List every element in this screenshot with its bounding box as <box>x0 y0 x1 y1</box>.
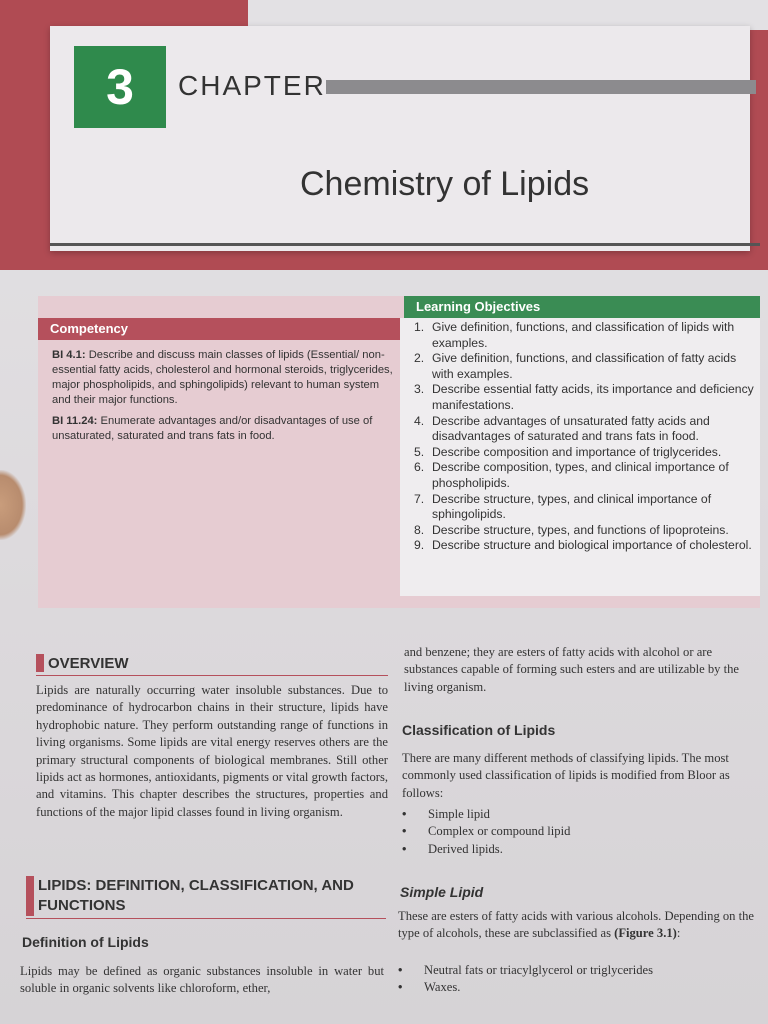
competency-body <box>52 348 396 450</box>
list-item: • Derived lipids. <box>402 841 503 856</box>
classification-text: There are many different methods of classifying lipids. The most commonly used classification of lipids is modified from Bloor as follows: <box>402 751 730 800</box>
definition-continued: and benzene; they are esters of fatty acids with alcohol or are substances capable of forming such esters and are utilizable by the living organism. <box>404 645 740 694</box>
competency-heading: Competency <box>38 318 400 340</box>
objectives-heading: Learning Objectives <box>404 296 760 318</box>
list-item: • Complex or compound lipid <box>402 824 571 839</box>
objective-item: 6. Describe composition, types, and clinical importance of phospholipids. <box>414 460 729 490</box>
competency-text: Enumerate advantages and/or disadvantages of use of unsaturated, saturated and trans fats in food. <box>52 415 373 442</box>
simple-lipid-list <box>398 962 758 997</box>
objective-item: 5. Describe composition and importance of triglycerides. <box>414 444 722 459</box>
section-marker <box>36 654 44 672</box>
competency-item <box>52 348 396 408</box>
classification-heading: Classification of Lipids <box>402 722 556 738</box>
objective-item: 2. Give definition, functions, and classification of fatty acids with examples. <box>414 351 737 381</box>
objective-item: 3. Describe essential fatty acids, its importance and deficiency manifestations. <box>414 382 754 412</box>
competency-text: Describe and discuss main classes of lipids (Essential/ non-essential fatty acids, cholesterol and hormonal steroids, triglycerides, major phospholipids, and sphingolipids) relevant to human system and their major functions. <box>52 349 393 406</box>
list-item: • Waxes. <box>398 980 461 995</box>
objectives-list <box>414 320 760 554</box>
title-underline <box>50 243 760 246</box>
overview-text: Lipids are naturally occurring water insoluble substances. Due to predominance of hydrocarbon chains in their structure, lipids have hydrophobic nature. They perform outstanding range of functions in living organisms. Some lipids are vital energy reserves others are the primary structural components of biological membranes. Still other lipids act as hormones, antioxidants, pigments or vital growth factors, and vitamins. This chapter describes the structures, properties and functions of the major lipid classes found in living organism. <box>36 683 388 819</box>
competency-code: BI 11.24: <box>52 415 98 427</box>
list-item: • Neutral fats or triacylglycerol or triglycerides <box>398 963 654 977</box>
list-item: • Simple lipid <box>402 807 490 821</box>
chapter-title: Chemistry of Lipids <box>300 165 590 203</box>
overview-rule <box>36 675 388 676</box>
definition-text: Lipids may be defined as organic substances insoluble in water but soluble in organic solvents like chloroform, ether, <box>20 964 384 996</box>
classification-list <box>402 806 742 858</box>
objective-item: 7. Describe structure, types, and clinical importance of sphingolipids. <box>414 491 712 522</box>
chapter-rule <box>326 80 756 94</box>
finger-shadow <box>0 470 26 540</box>
competency-item <box>52 414 396 444</box>
objective-item: 8. Describe structure, types, and functions of lipoproteins. <box>414 522 729 537</box>
section-marker <box>26 876 34 916</box>
definition-heading: Definition of Lipids <box>22 934 149 950</box>
competency-code: BI 4.1: <box>52 349 86 361</box>
objective-item: 9. Describe structure and biological importance of cholesterol. <box>414 538 752 553</box>
chapter-number: 3 <box>74 46 166 128</box>
chapter-label: CHAPTER <box>178 70 326 101</box>
simple-lipid-text: These are esters of fatty acids with various alcohols. Depending on the type of alcohols, these are subclassified as (Figure 3.1): <box>398 909 755 941</box>
objective-item: 4. Describe advantages of unsaturated fatty acids and disadvantages of saturated and trans fats in food. <box>414 413 710 444</box>
objective-item: 1. Give definition, functions, and classification of lipids with examples. <box>414 320 735 350</box>
lipids-section-heading: LIPIDS: DEFINITION, CLASSIFICATION, AND FUNCTIONS <box>26 876 386 916</box>
lipids-section-rule <box>26 918 386 919</box>
overview-heading: OVERVIEW <box>36 654 129 672</box>
simple-lipid-heading: Simple Lipid <box>400 884 484 900</box>
